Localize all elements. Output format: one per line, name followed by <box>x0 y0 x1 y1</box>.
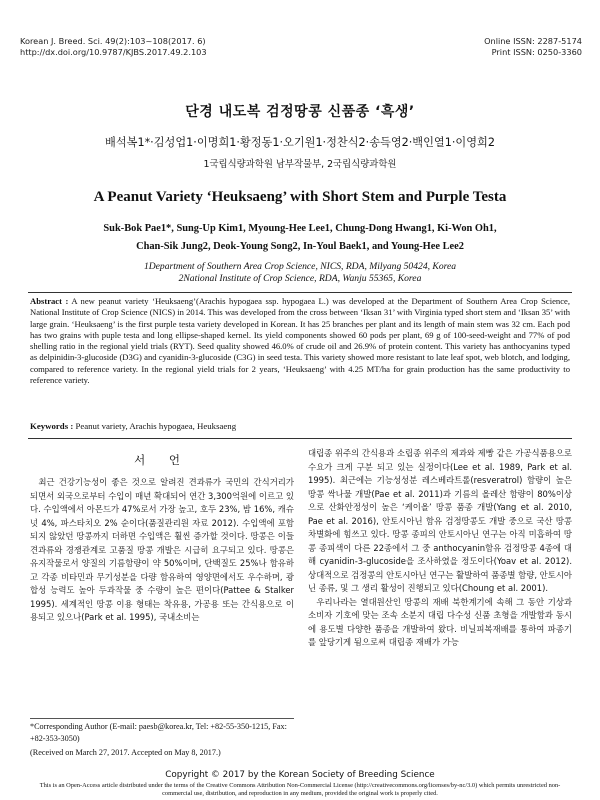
korean-authors: 배석복1*·김성업1·이명희1·황정동1·오기원1·정찬식2·송득영2·백인열1·이영희2 <box>105 136 495 149</box>
abstract-bottom-rule <box>28 438 572 439</box>
corresponding-author: *Corresponding Author (E-mail: paesb@korea.kr, Tel: +82-55-350-1215, Fax: +82-353-3050) <box>30 722 287 743</box>
english-authors-line1: Suk-Bok Pae1*, Sung-Up Kim1, Myoung-Hee Lee1, Chung-Dong Hwang1, Ki-Won Oh1, <box>103 223 497 234</box>
paragraph: 최근 건강기능성이 좋은 것으로 알려진 견과류가 국민의 간식거리가 되면서 외국으로부터 수입이 매년 확대되어 연간 3,300억원에 이르고 있다. 수입액에서 아몬드가 47%로서 가장 높고, 호두 23%, 밤 16%, 캐슈넛 4%, 파스타치오 2% 순이다(품질관리원 자료 2012). 수입액에 포함되지 않았던 땅콩까지 더하면 수입액은 훨씬 증가할 것이다. 땅콩은 이들 견과류와 경쟁관계로 고품질 땅콩 개발은 시급히 요구되고 있다. 땅콩은 유지작물로서 양질의 기름함량이 약 50%이며, 단백질도 25%나 함유하고 각종 비타민과 무기성분을 다량 함유하여 영양면에서도 우수하며, 광합성 능력도 높아 두과작물 중 수량이 높은 편이다(Pattee & Stalker 1995). 세계적인 땅콩 이용 형태는 착유용, 가공용 또는 간식용으로 이용되고 있으나(Park et al. 1995), 국내소비는 <box>30 477 294 622</box>
keywords-text: Peanut variety, Arachis hypogaea, Heuksaeng <box>75 421 237 431</box>
abstract-label: Abstract : <box>30 296 69 306</box>
keywords-label: Keywords : <box>30 421 74 431</box>
left-column-text <box>30 476 294 625</box>
english-title: A Peanut Variety ‘Heuksaeng’ with Short Stem and Purple Testa <box>93 189 507 205</box>
section-title-introduction: 서 언 <box>134 453 190 467</box>
abstract <box>30 296 570 386</box>
english-affiliation-1: 1Department of Southern Area Crop Science, NICS, RDA, Milyang 50424, Korea <box>143 261 457 272</box>
received-date: (Received on March 27, 2017. Accepted on May 8, 2017.) <box>30 748 221 757</box>
abstract-top-rule <box>28 292 572 293</box>
paragraph: 대립종 위주의 간식용과 소립종 위주의 제과와 제빵 같은 가공식품용으로 수요가 크게 구분 되고 있는 실정이다(Lee et al. 1989, Park et al. 1995). 최근에는 기능성성분 레스베라트롤(resveratrol) 함량이 높은 땅콩 싹나물 개발(Pae et al. 2011)과 기름의 올레산 함량이 80%이상으로 산화안정성이 높은 ‘케이올’ 땅콩 품종 개발(Yang et al. 2010, Pae et al. 2016), 안토시아닌 함유 검정땅콩도 개발 중으로 국산 땅콩 차별화에 힘쓰고 있다. 땅콩 종피의 안토시아닌 연구는 아직 미흡하여 땅콩 종피색이 다른 22종에서 그 중 anthocyanin함유 검정땅콩 4종에 대해 cyanidin-3-glucoside을 조사하였을 정도이다(Yoav et al. 2012). 상대적으로 검정콩의 안토시아닌 연구는 활발하여 품종별 함량, 안토시아닌 종류, 및 그 생리 활성이 진행되고 있다(Choung et al. 2001). <box>308 448 573 593</box>
print-issn: Print ISSN: 0250-3360 <box>491 47 582 57</box>
doi-link[interactable]: http://dx.doi.org/10.9787/KJBS.2017.49.2.103 <box>20 47 207 57</box>
online-issn: Online ISSN: 2287-5174 <box>484 36 582 46</box>
footnote-rule <box>30 718 294 719</box>
abstract-text: A new peanut variety ‘Heuksaeng’(Arachis hypogaea ssp. hypogaea L.) was developed at the Department of Southern Area Crop Science, National Institute of Crop Science (NICS) in 2014. This was developed from the cross between ‘Iksan 31’ with Virginia typed short stem and ‘Iksan 35’ with large grain. ‘Heuksaeng’ is the first purple testa variety developed in Korean. It has 25 branches per plant and its length of main stem was 32 cm. Each pod has two grains with puple testa and long ellipse-shaped kernel. Its yield components showed 60 pods per plant, 69 g of 100-seed-weight and 77% of pod shelling ratio in the regional yield trials (RYT). Seed quality showed 46.0% of crude oil and 26.9% of protein content. This variety has anthocyanins typed as delpinidin-3-glucoside (D3G) and cyanidin-3-glucoside (C3G) in seed testa. This variety showed more resistant to late leaf spot, web blotch, and lodging, compared to reference variety. In the regional yield trials for 2 years, ‘Heuksaeng’ with 4.25 MT/ha for grain production has the same productivity to reference variety. <box>30 296 570 386</box>
journal-citation: Korean J. Breed. Sci. 49(2):103~108(2017. 6) <box>20 36 206 46</box>
paragraph: 우리나라는 열대원산인 땅콩의 재배 북한계기에 속해 그 동안 기상과 소비자 기호에 맞는 조속 소분지 대립 다수성 신품 초형을 개발함과 동시에 용도별 다양한 품종을 개발하여 왔다. 비닐피복재배를 통하여 파종기를 앞당기게 됨으로써 대립종 재배가 가능 <box>308 596 572 647</box>
keywords <box>30 421 570 431</box>
right-column-text <box>308 447 572 650</box>
copyright: Copyright © 2017 by the Korean Society of Breeding Science <box>165 770 435 780</box>
korean-title: 단경 내도복 검정땅콩 신품종 ‘흑생’ <box>185 104 415 120</box>
korean-affiliation: 1국립식량과학원 남부작물부, 2국립식량과학원 <box>203 159 397 170</box>
license-text: This is an Open-Access article distributed under the terms of the Creative Commons Attribution Non-Commercial License (http://creativecommons.org/licenses/by-nc/3.0) which permits unrestricted non-commercial use, distribution, and reproduction in any medium, provided the original work is properly cited. <box>39 782 561 798</box>
english-affiliation-2: 2National Institute of Crop Science, RDA, Wanju 55365, Korea <box>178 273 422 284</box>
english-authors-line2: Chan-Sik Jung2, Deok-Young Song2, In-Youl Baek1, and Young-Hee Lee2 <box>136 241 464 252</box>
